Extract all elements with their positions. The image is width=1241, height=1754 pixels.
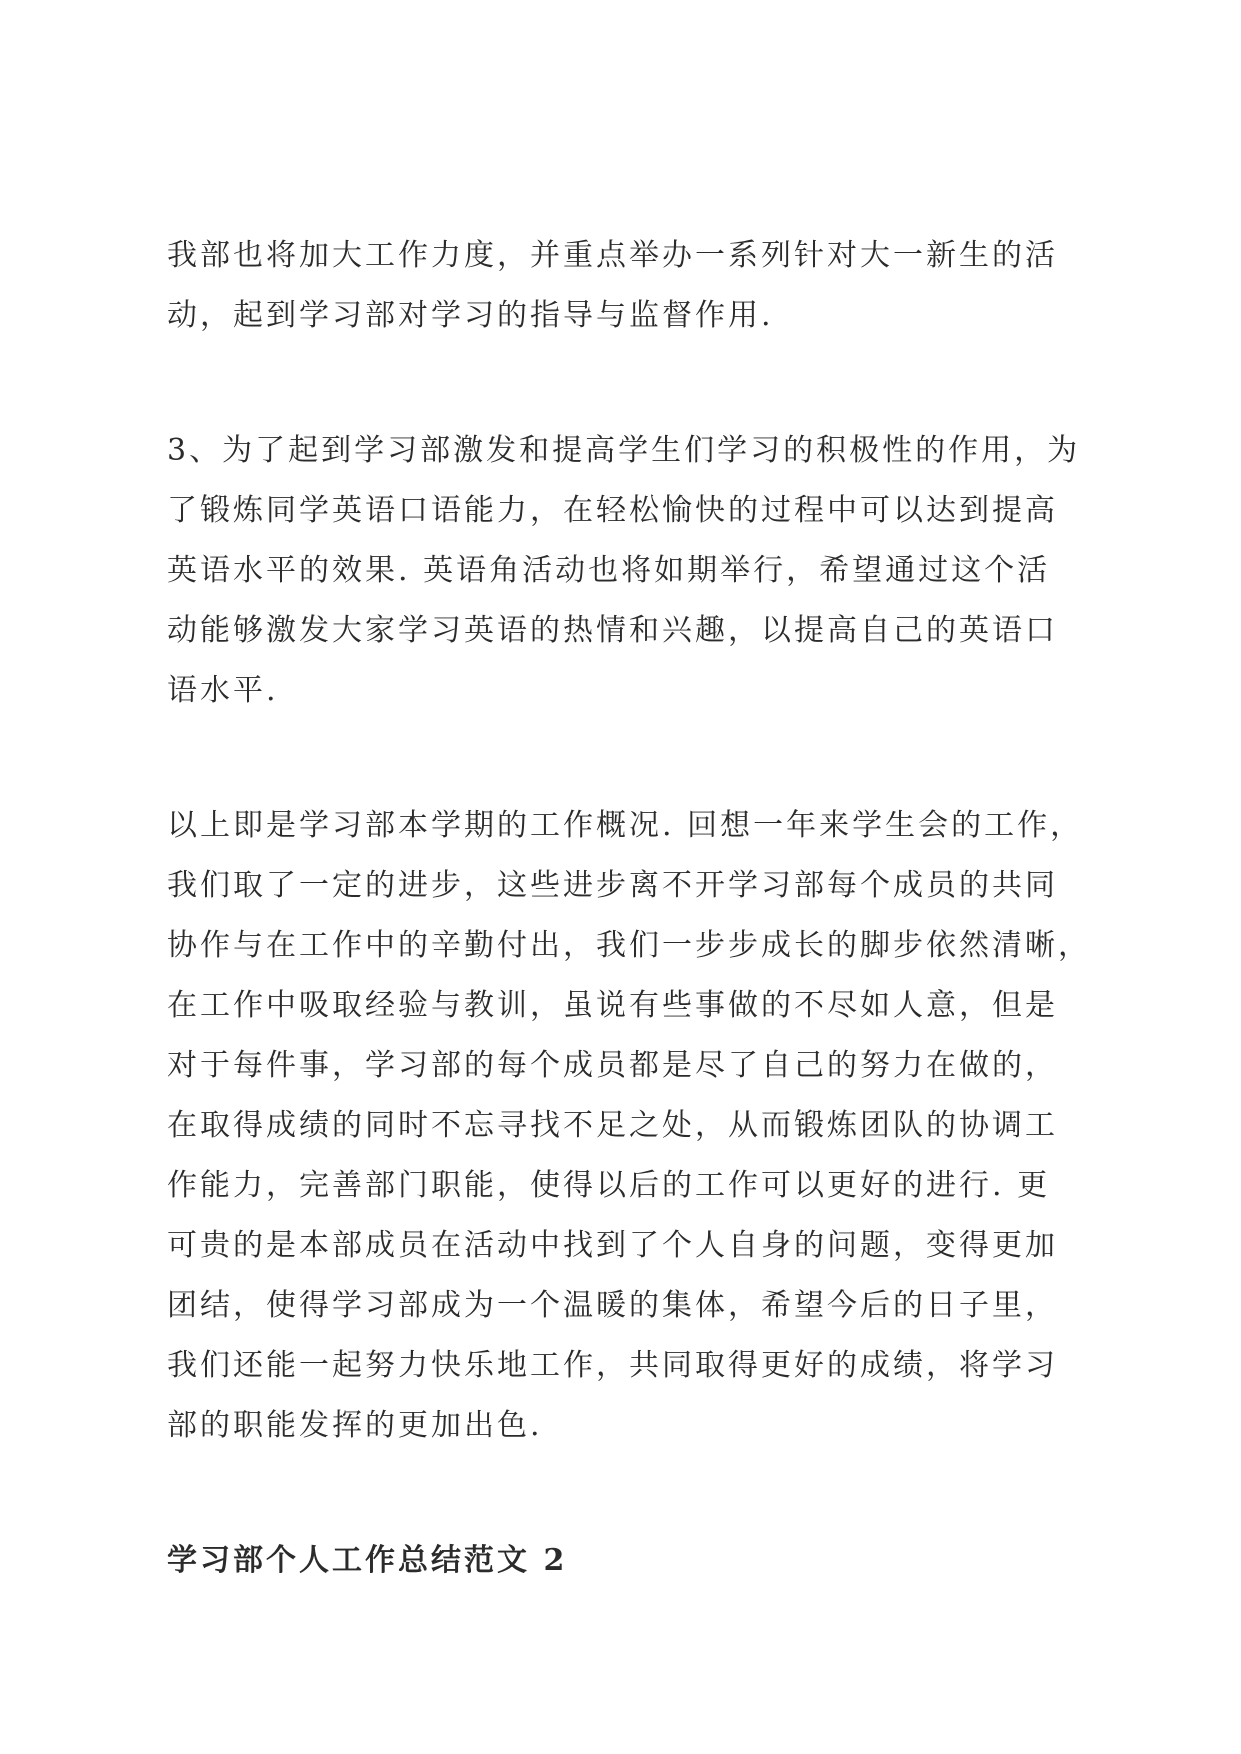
text-line: 我们还能一起努力快乐地工作，共同取得更好的成绩，将学习 xyxy=(167,1348,1058,1383)
paragraph-spacer xyxy=(167,721,1087,796)
text-line: 在工作中吸取经验与教训，虽说有些事做的不尽如人意，但是 xyxy=(167,988,1058,1023)
text-line: 以上即是学习部本学期的工作概况. 回想一年来学生会的工作， xyxy=(167,808,1084,843)
paragraph-spacer xyxy=(167,1456,1087,1531)
paragraph-3 xyxy=(167,796,1091,1456)
text-line: 我们取了一定的进步，这些进步离不开学习部每个成员的共同 xyxy=(167,868,1058,903)
text-line: 部的职能发挥的更加出色. xyxy=(167,1408,543,1443)
text-line: 动能够激发大家学习英语的热情和兴趣，以提高自己的英语口 xyxy=(167,613,1058,648)
section-heading: 学习部个人工作总结范文 2 xyxy=(167,1543,568,1578)
text-line: 协作与在工作中的辛勤付出，我们一步步成长的脚步依然清晰， xyxy=(167,928,1091,963)
text-line: 对于每件事，学习部的每个成员都是尽了自己的努力在做的， xyxy=(167,1048,1058,1083)
text-line: 语水平. xyxy=(167,673,279,708)
paragraph-2 xyxy=(167,421,1087,721)
text-line: 了锻炼同学英语口语能力，在轻松愉快的过程中可以达到提高 xyxy=(167,493,1058,528)
text-line: 我部也将加大工作力度，并重点举办一系列针对大一新生的活 xyxy=(167,238,1058,273)
text-line: 英语水平的效果. 英语角活动也将如期举行，希望通过这个活 xyxy=(167,553,1051,588)
text-line: 动，起到学习部对学习的指导与监督作用. xyxy=(167,298,774,333)
text-line: 在取得成绩的同时不忘寻找不足之处，从而锻炼团队的协调工 xyxy=(167,1108,1058,1143)
paragraph-spacer xyxy=(167,346,1087,421)
text-line: 团结，使得学习部成为一个温暖的集体，希望今后的日子里， xyxy=(167,1288,1058,1323)
text-line: 可贵的是本部成员在活动中找到了个人自身的问题，变得更加 xyxy=(167,1228,1058,1263)
paragraph-1 xyxy=(167,226,1087,346)
text-line: 3、为了起到学习部激发和提高学生们学习的积极性的作用，为 xyxy=(167,433,1081,468)
document-body xyxy=(167,226,1091,1591)
text-line: 作能力，完善部门职能，使得以后的工作可以更好的进行. 更 xyxy=(167,1168,1051,1203)
